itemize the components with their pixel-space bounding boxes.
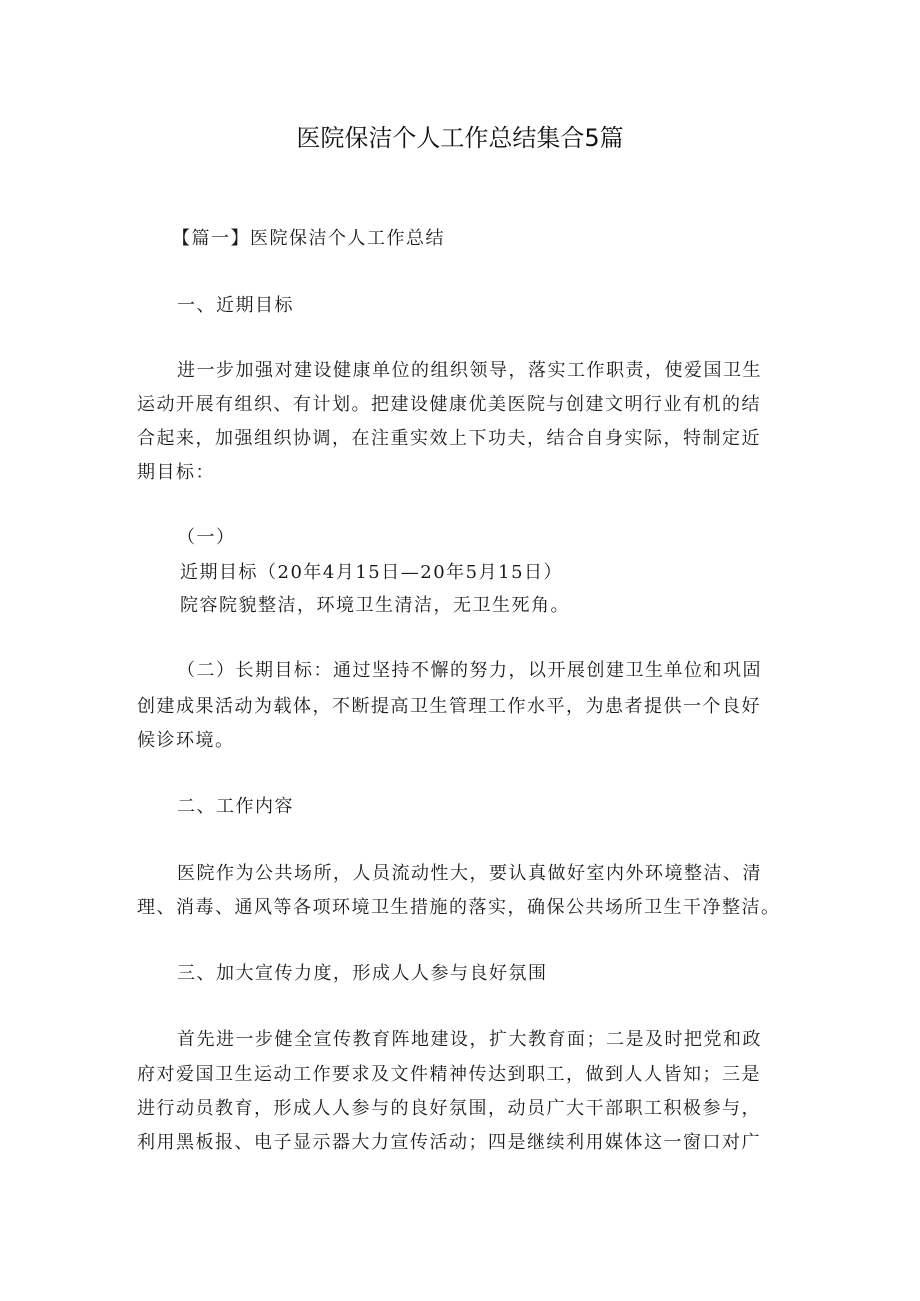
paragraph-line: 利用黑板报、电子显示器大力宣传活动；四是继续利用媒体这一窗口对广 — [137, 1132, 761, 1153]
paragraph-line: 候诊环境。 — [137, 730, 235, 751]
document-title: 医院保洁个人工作总结集合5篇 — [296, 124, 624, 152]
section-heading-part1: 【篇一】医院保洁个人工作总结 — [172, 228, 445, 249]
paragraph-line: 进一步加强对建设健康单位的组织领导，落实工作职责，使爱国卫生 — [177, 360, 762, 381]
paragraph-line: 理、消毒、通风等各项环境卫生措施的落实，确保公共场所卫生干净整洁。 — [137, 897, 781, 918]
paragraph-line: 期目标： — [137, 462, 215, 483]
paragraph-line: （二）长期目标：通过坚持不懈的努力，以开展创建卫生单位和巩固 — [177, 660, 762, 681]
subheading-one: （一） — [177, 527, 236, 548]
paragraph-line: 府对爱国卫生运动工作要求及文件精神传达到职工，做到人人皆知；三是 — [137, 1064, 761, 1085]
heading-work-content: 二、工作内容 — [177, 796, 294, 817]
paragraph-line: 进行动员教育，形成人人参与的良好氛围，动员广大干部职工积极参与， — [137, 1098, 761, 1119]
heading-publicity: 三、加大宣传力度，形成人人参与良好氛围 — [177, 963, 548, 984]
paragraph-line: 运动开展有组织、有计划。把建设健康优美医院与创建文明行业有机的结 — [137, 394, 761, 415]
paragraph-line: 创建成果活动为载体，不断提高卫生管理工作水平，为患者提供一个良好 — [137, 696, 761, 717]
heading-near-term-goals: 一、近期目标 — [177, 295, 294, 316]
paragraph-line: 合起来，加强组织协调，在注重实效上下功夫，结合自身实际，特制定近 — [137, 428, 761, 449]
paragraph-line: 院容院貌整洁，环境卫生清洁，无卫生死角。 — [180, 595, 570, 616]
paragraph-line: 医院作为公共场所，人员流动性大，要认真做好室内外环境整洁、清 — [177, 863, 762, 884]
paragraph-line: 近期目标（20年4月15日—20年5月15日） — [180, 562, 564, 583]
paragraph-line: 首先进一步健全宣传教育阵地建设，扩大教育面；二是及时把党和政 — [177, 1029, 762, 1050]
